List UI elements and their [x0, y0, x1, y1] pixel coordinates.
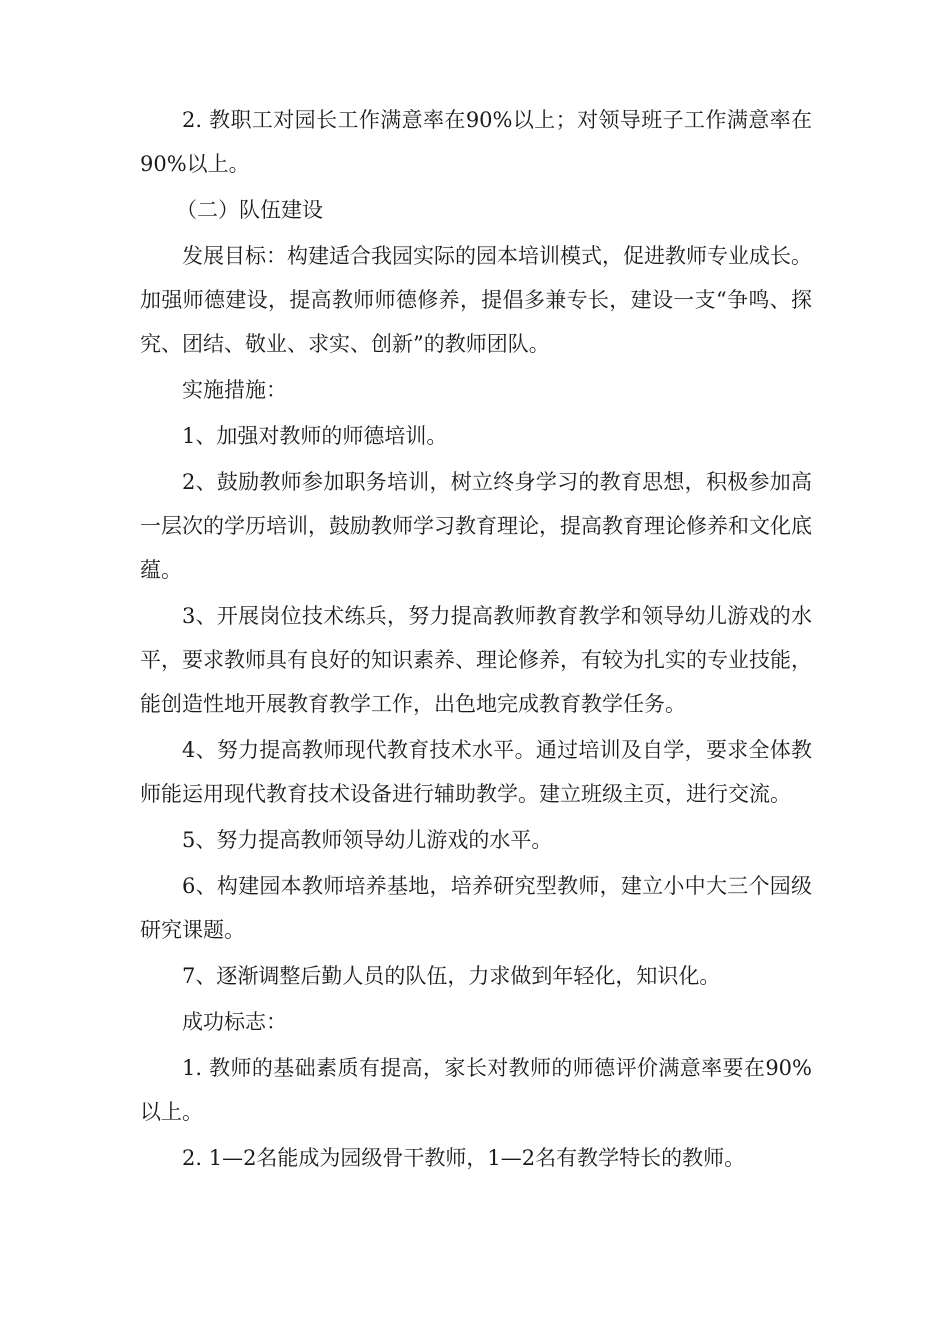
document-body — [140, 98, 812, 1182]
label-success-indicators: 成功标志： — [182, 1010, 287, 1034]
measure-item-1: 1、加强对教师的师德培训。 — [182, 424, 448, 448]
measure-item-7: 7、逐渐调整后勤人员的队伍，力求做到年轻化，知识化。 — [182, 964, 721, 988]
measure-item-3: 3、开展岗位技术练兵，努力提高教师教育教学和领导幼儿游戏的水平，要求教师具有良好的知识素养、理论修养，有较为扎实的专业技能，能创造性地开展教育教学工作，出色地完成教育教学任务。 — [140, 604, 812, 716]
label-implementation-measures: 实施措施： — [182, 378, 287, 402]
paragraph-development-goal: 发展目标：构建适合我园实际的园本培训模式，促进教师专业成长。加强师德建设，提高教师师德修养，提倡多兼专长，建设一支“争鸣、探究、团结、敬业、求实、创新”的教师团队。 — [140, 244, 812, 356]
measure-item-6: 6、构建园本教师培养基地，培养研究型教师，建立小中大三个园级研究课题。 — [140, 874, 812, 942]
measure-item-4: 4、努力提高教师现代教育技术水平。通过培训及自学，要求全体教师能运用现代教育技术设备进行辅助教学。建立班级主页，进行交流。 — [140, 738, 812, 806]
measure-item-5: 5、努力提高教师领导幼儿游戏的水平。 — [182, 828, 553, 852]
paragraph-satisfaction-rate: 2. 教职工对园长工作满意率在90%以上；对领导班子工作满意率在90%以上。 — [140, 108, 812, 176]
indicator-item-1: 1. 教师的基础素质有提高，家长对教师的师德评价满意率要在90%以上。 — [140, 1056, 812, 1124]
measure-item-2: 2、鼓励教师参加职务培训，树立终身学习的教育思想，积极参加高一层次的学历培训，鼓励教师学习教育理论，提高教育理论修养和文化底蕴。 — [140, 470, 812, 582]
indicator-item-2: 2. 1—2名能成为园级骨干教师，1—2名有教学特长的教师。 — [182, 1146, 746, 1170]
section-heading-team-building: （二）队伍建设 — [176, 198, 323, 222]
